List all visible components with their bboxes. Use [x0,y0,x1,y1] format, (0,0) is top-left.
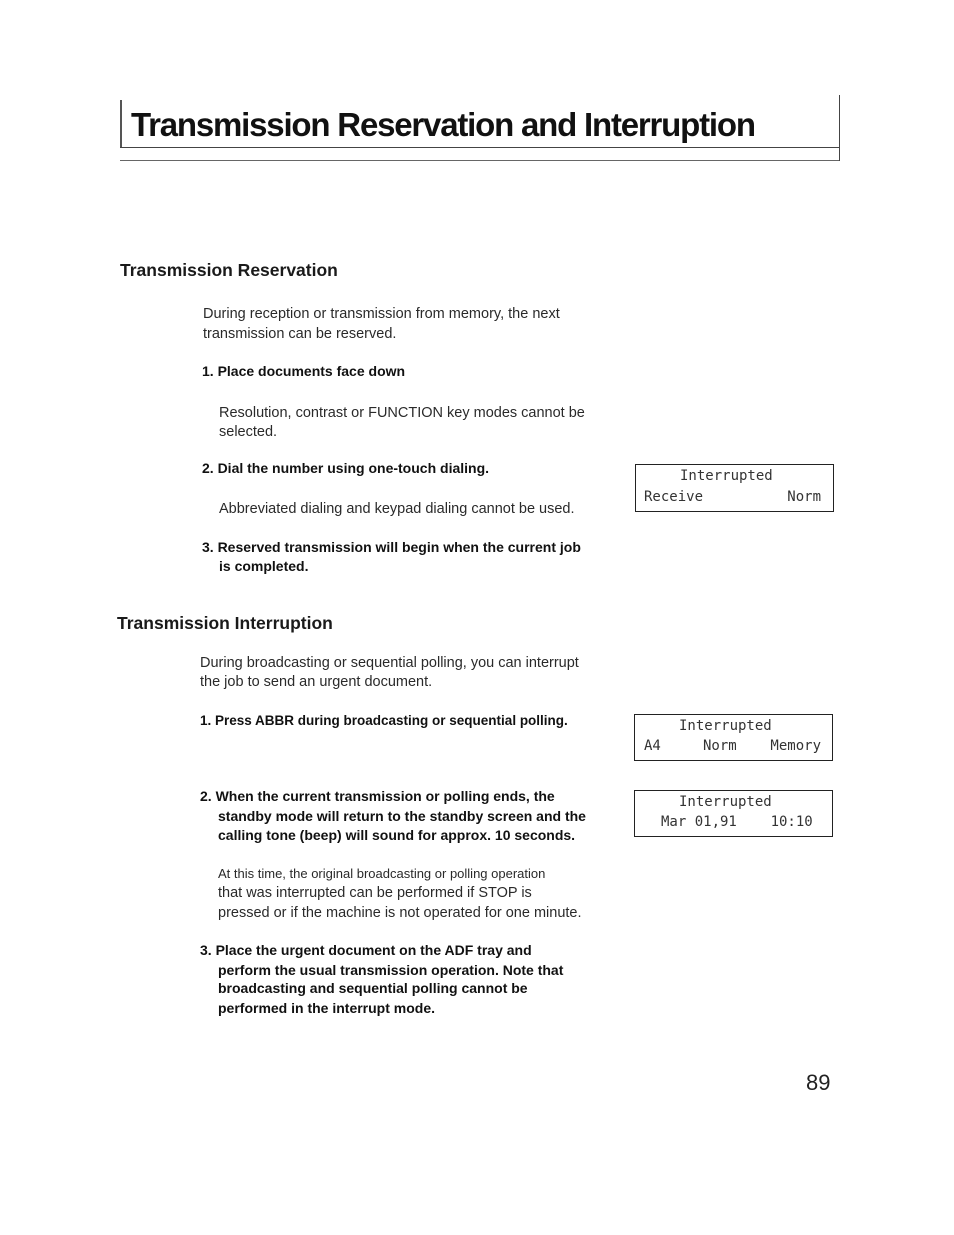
reservation-step-1-title: 1. Place documents face down [202,363,406,379]
lcd-line-2: Mar 01,91 10:10 [661,814,813,830]
reservation-step-3-line-2: is completed. [219,558,309,574]
interruption-step-1-title: 1. Press ABBR during broadcasting or sequential polling. [200,713,568,728]
lcd-display-date [634,790,833,837]
interruption-step-2-line-2: standby mode will return to the standby screen and the [218,808,586,824]
interruption-step-2-text-line-2: that was interrupted can be performed if STOP is [218,885,532,901]
interruption-step-2-text-line-1: At this time, the original broadcasting or polling operation [218,866,546,881]
reservation-step-2-text: Abbreviated dialing and keypad dialing cannot be used. [219,501,575,517]
reservation-step-1-text-line-1: Resolution, contrast or FUNCTION key modes cannot be [219,405,585,421]
lcd-display-memory [634,714,833,761]
title-underline [120,147,840,148]
title-frame-left [120,100,122,148]
lcd-line-2: A4 Norm Memory [644,738,822,754]
reservation-step-2-title: 2. Dial the number using one-touch dialing. [202,460,490,476]
section-heading-reservation: Transmission Reservation [120,260,338,280]
interruption-step-3-line-2: perform the usual transmission operation. Note that [218,962,564,978]
lcd-line-2: Receive Norm [644,489,822,505]
reservation-intro-line-1: During reception or transmission from memory, the next [203,306,560,322]
lcd-line-1: Interrupted [680,468,773,484]
page-number: 89 [806,1070,831,1095]
reservation-step-3-line-1: 3. Reserved transmission will begin when the current job [202,539,581,555]
interruption-step-3-line-1: 3. Place the urgent document on the ADF tray and [200,942,532,958]
interruption-step-2-text-line-3: pressed or if the machine is not operated for one minute. [218,905,582,921]
interruption-step-3-line-4: performed in the interrupt mode. [218,1000,436,1016]
lcd-display-receive [635,464,834,512]
page-title: Transmission Reservation and Interruption [131,106,755,143]
section-heading-interruption: Transmission Interruption [117,613,333,633]
interruption-step-2-line-1: 2. When the current transmission or polling ends, the [200,788,555,804]
reservation-step-1-text-line-2: selected. [219,424,278,440]
interruption-step-2-line-3: calling tone (beep) will sound for approx. 10 seconds. [218,827,576,843]
interruption-intro-line-1: During broadcasting or sequential polling, you can interrupt [200,655,579,671]
lcd-line-1: Interrupted [679,794,772,810]
interruption-step-3-line-3: broadcasting and sequential polling cannot be [218,980,528,996]
reservation-intro-line-2: transmission can be reserved. [203,326,397,342]
title-frame-right [839,95,840,161]
title-frame-bottom [120,160,840,161]
interruption-intro-line-2: the job to send an urgent document. [200,674,433,690]
lcd-line-1: Interrupted [679,718,772,734]
